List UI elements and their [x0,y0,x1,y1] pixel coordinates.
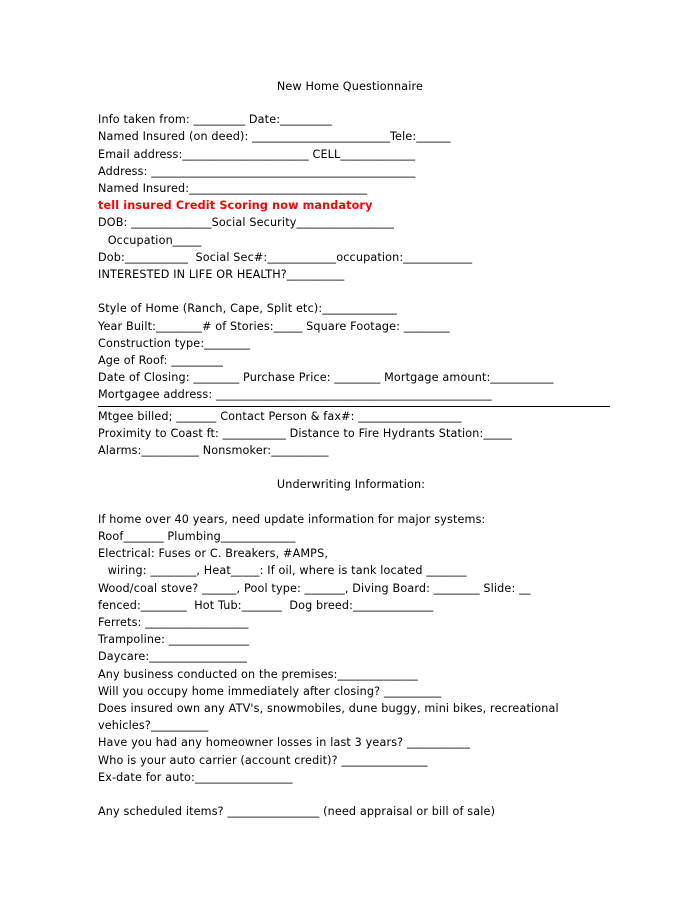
note-home-over-40-years: If home over 40 years, need update information for major systems: [98,512,486,526]
underwriting-section-heading: Underwriting Information: [276,478,426,492]
field-occupy-home-after-closing[interactable]: Will you occupy home immediately after closing? __________ [98,684,442,698]
field-occupation[interactable]: Occupation_____ [104,233,202,247]
page-title: New Home Questionnaire [276,80,424,93]
property-info-block [98,300,610,403]
field-dob-social-security[interactable]: DOB: ______________Social Security_________________ [98,216,395,230]
field-closing-price-mortgage[interactable]: Date of Closing: ________ Purchase Price: ________ Mortgage amount:___________ [98,371,554,385]
underwriting-block [98,511,610,786]
field-mortgagee-address[interactable]: Mortgagee address: ________________________________________________ [98,388,492,402]
block-spacer-2 [98,459,610,476]
block-spacer-3 [98,494,610,511]
field-named-insured-on-deed[interactable]: Named Insured (on deed): ________________________Tele:______ [98,130,451,144]
field-daycare[interactable]: Daycare:_________________ [98,650,247,664]
credit-scoring-notice: tell insured Credit Scoring now mandatory [98,199,373,213]
field-dob2-social-sec-occupation[interactable]: Dob:___________ Social Sec#:____________occupation:____________ [98,250,473,264]
field-trampoline[interactable]: Trampoline: ______________ [98,633,250,647]
field-year-built-stories-footage[interactable]: Year Built:________# of Stories:_____ Square Footage: ________ [98,319,450,333]
field-business-on-premises[interactable]: Any business conducted on the premises:______________ [98,667,418,681]
field-info-taken-from[interactable]: Info taken from: _________ Date:_________ [98,113,332,127]
section-divider-rule [98,406,610,407]
block-spacer-1 [98,283,610,300]
field-recreational-vehicles[interactable]: Does insured own any ATV's, snowmobiles, dune buggy, mini bikes, recreational vehicles?__________ [98,702,563,733]
field-address[interactable]: Address: ______________________________________________ [98,164,416,178]
field-email-address[interactable]: Email address:______________________ CELL_____________ [98,147,416,161]
block-spacer-4 [98,786,610,803]
field-homeowner-losses[interactable]: Have you had any homeowner losses in last 3 years? ___________ [98,736,471,750]
field-style-of-home[interactable]: Style of Home (Ranch, Cape, Split etc):_____________ [98,302,397,316]
field-electrical[interactable]: Electrical: Fuses or C. Breakers, #AMPS, [98,547,329,561]
field-auto-carrier[interactable]: Who is your auto carrier (account credit)? _______________ [98,753,428,767]
field-stove-pool-diving-slide[interactable]: Wood/coal stove? ______, Pool type: _______, Diving Board: ________ Slide: __ [98,581,531,595]
field-ferrets[interactable]: Ferrets: __________________ [98,616,249,630]
scheduled-items-block [98,803,610,820]
field-construction-type[interactable]: Construction type:________ [98,336,251,350]
field-ex-date-for-auto[interactable]: Ex-date for auto:_________________ [98,770,293,784]
field-named-insured[interactable]: Named Insured:_______________________________ [98,182,368,196]
contact-info-block [98,111,610,283]
questionnaire-body [98,78,610,820]
field-roof-plumbing[interactable]: Roof_______ Plumbing_____________ [98,530,296,544]
field-alarms-nonsmoker[interactable]: Alarms:__________ Nonsmoker:__________ [98,444,329,458]
field-age-of-roof[interactable]: Age of Roof: _________ [98,354,224,368]
mortgage-coast-block [98,408,610,460]
field-mtgee-billed-contact[interactable]: Mtgee billed; _______ Contact Person & fax#: __________________ [98,409,462,423]
field-any-scheduled-items[interactable]: Any scheduled items? ________________ (need appraisal or bill of sale) [98,805,496,819]
field-fenced-hottub-dogbreed[interactable]: fenced:________ Hot Tub:_______ Dog breed:______________ [98,598,434,612]
field-proximity-coast-hydrants[interactable]: Proximity to Coast ft: ___________ Distance to Fire Hydrants Station:_____ [98,426,513,440]
field-interested-life-or-health[interactable]: INTERESTED IN LIFE OR HEALTH?__________ [98,268,345,282]
field-wiring-heat-tank[interactable]: wiring: ________, Heat_____: If oil, where is tank located _______ [104,564,467,578]
